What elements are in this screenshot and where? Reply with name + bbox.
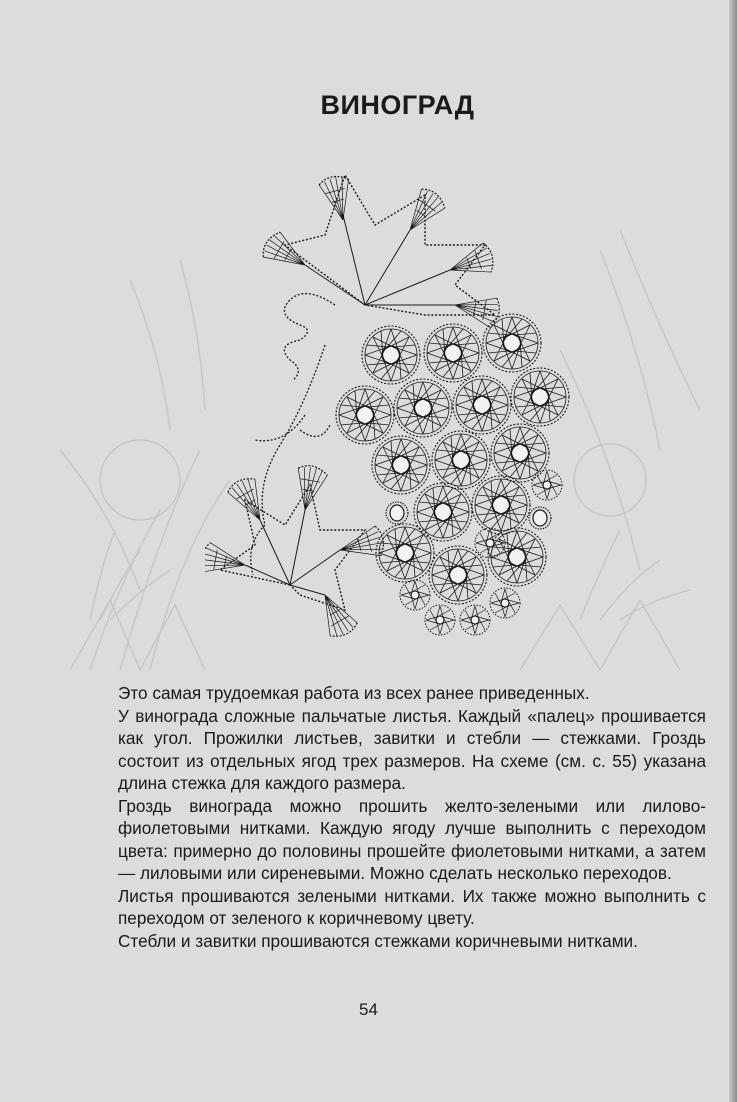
tendril xyxy=(251,294,335,575)
grape-illustration xyxy=(205,165,585,645)
paragraph: Это самая трудоемкая работа из всех ранее приведенных. xyxy=(118,683,590,703)
paragraph: Гроздь винограда можно прошить желто-зелеными или лилово-фиолетовыми нитками. Каждую ягоду лучше выполнить с переходом цвета: примерно до половины прошейте фиолетовыми нитками, а затем — лиловыми или сиреневыми. Можно сделать несколько переходов. xyxy=(118,795,706,883)
grape-cluster xyxy=(336,314,569,635)
body-text xyxy=(118,682,706,952)
page-number: 54 xyxy=(359,1000,378,1019)
paragraph: У винограда сложные пальчатые листья. Каждый «палец» прошивается как угол. Прожилки листьев, завитки и стебли — стежками. Гроздь состоит из отдельных ягод трех размеров. На схеме (см. с. 55) указана длина стежка для каждого размера. xyxy=(118,705,706,793)
page-title: ВИНОГРАД xyxy=(320,90,475,120)
upper-leaf xyxy=(259,173,501,329)
lower-leaf xyxy=(205,464,387,642)
paragraph: Листья прошиваются зелеными нитками. Их также можно выполнить с переходом от зеленого к коричневому цвету. xyxy=(118,885,706,928)
paragraph: Стебли и завитки прошиваются стежками коричневыми нитками. xyxy=(118,930,638,951)
page-edge-shadow xyxy=(729,0,737,1102)
